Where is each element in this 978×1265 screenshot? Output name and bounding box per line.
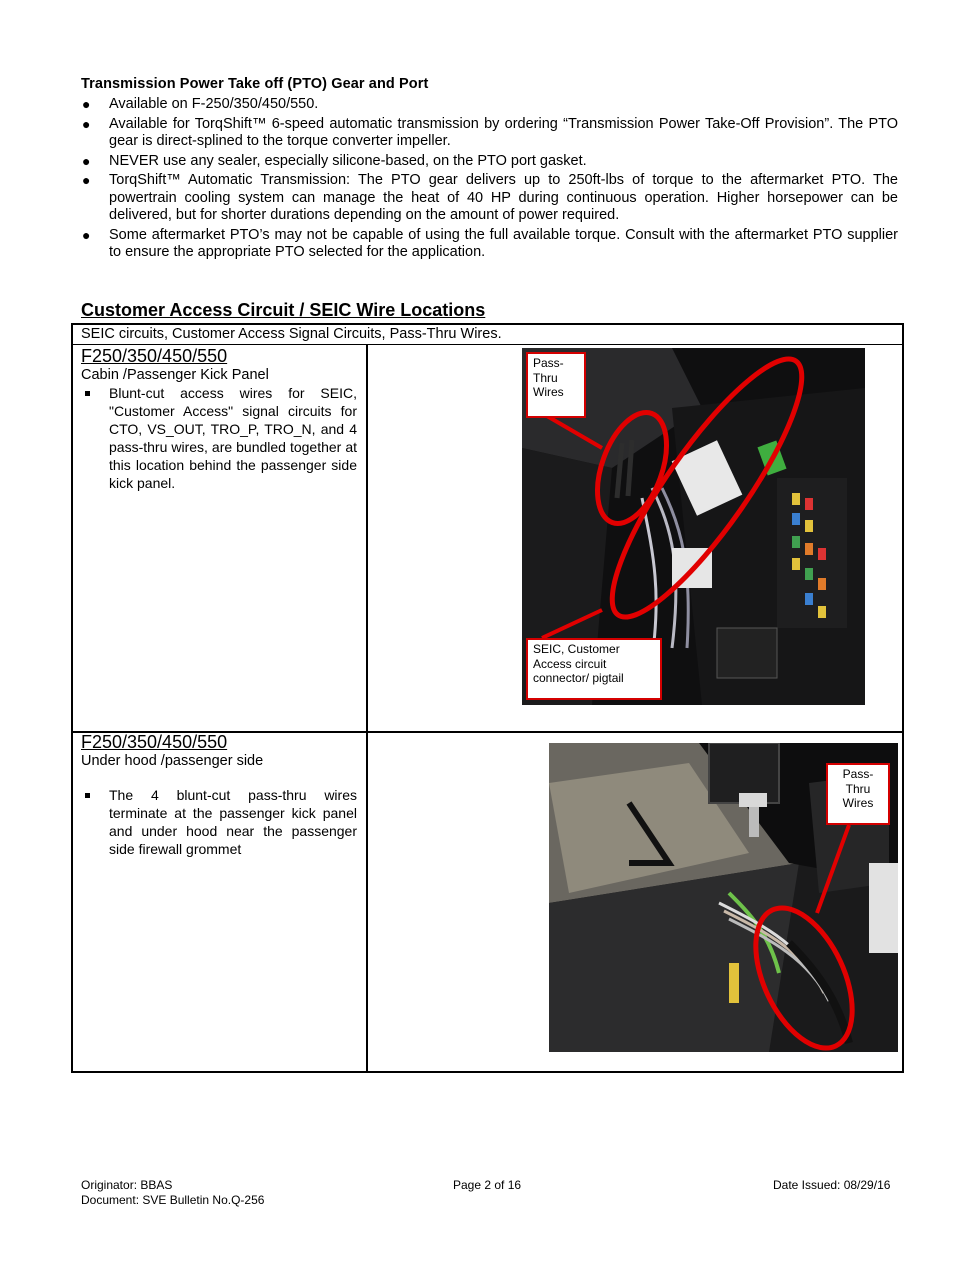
row-1-bullet: Blunt-cut access wires for SEIC, "Customer Access" signal circuits for CTO, VS_OUT, TRO_P, TRO_N, and 4 pass-thru wires, are bundled together at this location behind the passenger side kick panel. xyxy=(81,384,357,492)
table-header: SEIC circuits, Customer Access Signal Circuits, Pass-Thru Wires. xyxy=(73,325,902,345)
table-divider-vertical xyxy=(366,345,368,1071)
footer-document: Document: SVE Bulletin No.Q-256 xyxy=(81,1193,265,1207)
pto-section xyxy=(81,76,898,264)
row-2-text xyxy=(81,732,357,858)
footer-left xyxy=(81,1178,264,1208)
list-item: ● TorqShift™ Automatic Transmission: The PTO gear delivers up to 250ft-lbs of torque to the aftermarket PTO. The powertrain cooling system can manage the heat of 40 HP during continuous operation. Higher horsepower can be delivered, but for shorter durations depending on the amount of power required. xyxy=(82,172,898,223)
pass-thru-wires-callout: Pass- Thru Wires xyxy=(526,352,586,418)
row-2-bullet: The 4 blunt-cut pass-thru wires terminate at the passenger kick panel and under hood near the passenger side firewall grommet xyxy=(81,786,357,858)
row-1-location: Cabin /Passenger Kick Panel xyxy=(81,367,269,383)
list-item: ● Available on F-250/350/450/550. xyxy=(82,96,319,112)
pto-title: Transmission Power Take off (PTO) Gear and Port xyxy=(81,76,429,92)
section-title: Customer Access Circuit / SEIC Wire Locations xyxy=(81,300,486,320)
list-item: ● Some aftermarket PTO’s may not be capable of using the full available torque. Consult with the aftermarket PTO supplier to ensure the appropriate PTO selected for the application. xyxy=(82,226,898,260)
pass-thru-wires-callout-2: Pass- Thru Wires xyxy=(826,763,890,825)
kick-panel-photo xyxy=(522,348,865,705)
list-item: ● NEVER use any sealer, especially silicone-based, on the PTO port gasket. xyxy=(82,152,587,169)
row-2-model: F250/350/450/550 xyxy=(81,732,228,752)
row-1-model: F250/350/450/550 xyxy=(81,346,228,366)
footer-originator: Originator: BBAS xyxy=(81,1178,173,1192)
footer-date-issued: Date Issued: 08/29/16 xyxy=(773,1178,891,1192)
row-1-text xyxy=(81,346,357,492)
list-item: ● Available for TorqShift™ 6-speed automatic transmission by ordering “Transmission Power Take-Off Provision”. The PTO gear is direct-splined to the torque converter impeller. xyxy=(82,115,898,149)
pto-bullet-list xyxy=(81,96,898,262)
seic-connector-callout: SEIC, Customer Access circuit connector/ pigtail xyxy=(526,638,662,700)
footer-page-number: Page 2 of 16 xyxy=(453,1178,522,1192)
row-2-location: Under hood /passenger side xyxy=(81,753,264,769)
under-hood-photo xyxy=(549,743,898,1052)
